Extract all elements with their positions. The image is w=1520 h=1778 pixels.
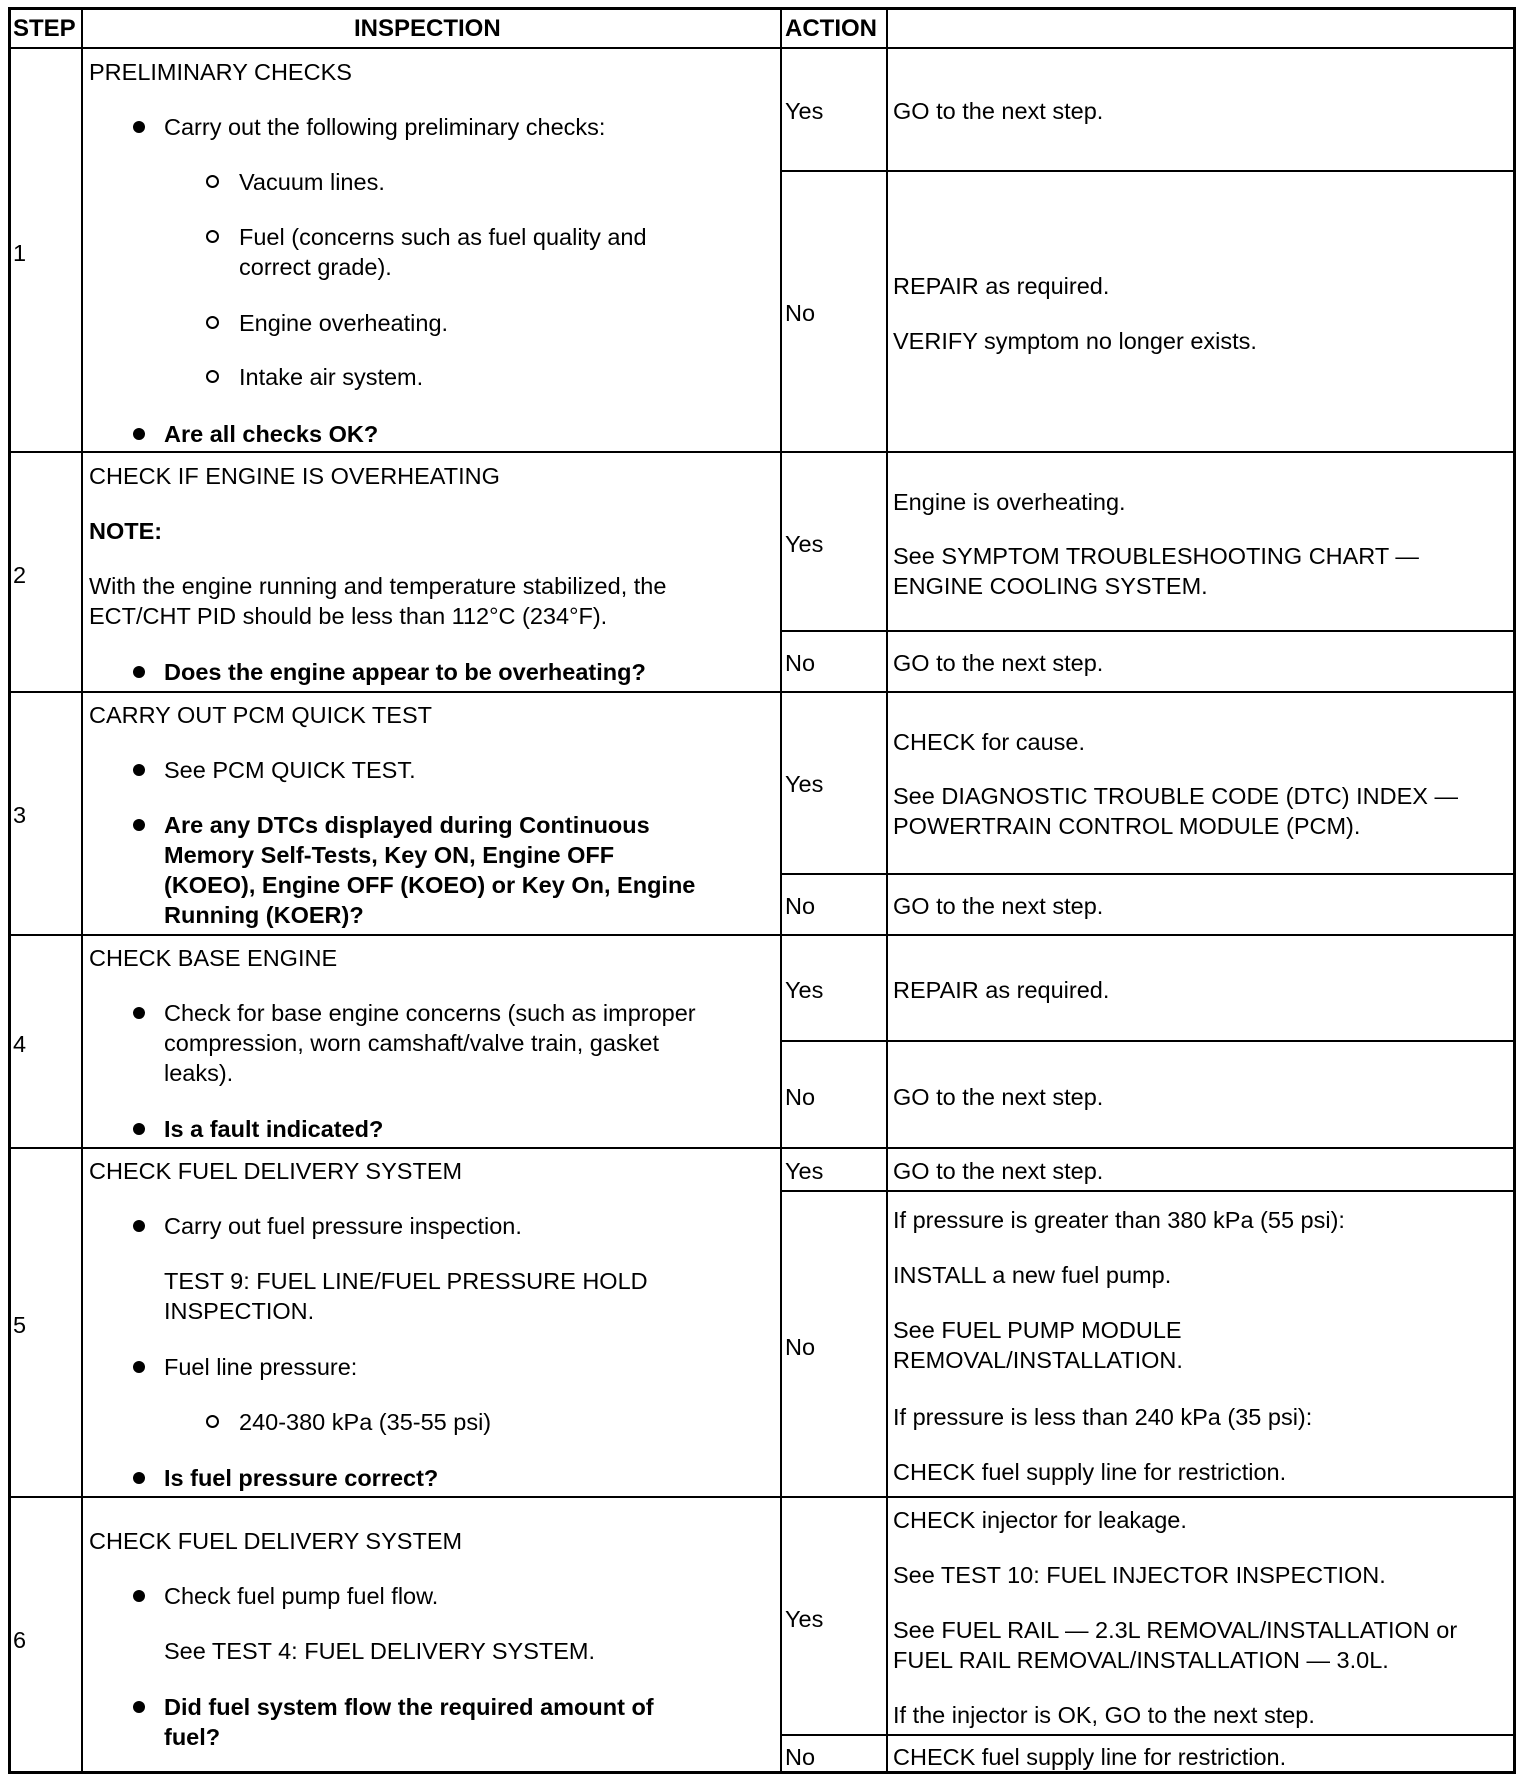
step-number: 6 bbox=[13, 1627, 27, 1653]
yes-action-text: Engine is overheating. bbox=[893, 489, 1126, 515]
no-label: No bbox=[785, 650, 816, 676]
subitem-text: 240-380 kPa (35-55 psi) bbox=[239, 1409, 492, 1435]
table-border-left bbox=[8, 7, 11, 1774]
bullet-text: Carry out fuel pressure inspection. bbox=[164, 1213, 522, 1239]
step-number: 5 bbox=[13, 1312, 27, 1338]
bullet-text: Carry out the following preliminary checks: bbox=[164, 114, 606, 140]
circle-bullet-icon bbox=[206, 1415, 219, 1428]
yes-action-text: GO to the next step. bbox=[893, 1158, 1104, 1184]
bullet-icon bbox=[133, 1361, 145, 1373]
question-text: Did fuel system flow the required amount of bbox=[164, 1694, 654, 1720]
no-action-text: REMOVAL/INSTALLATION. bbox=[893, 1347, 1183, 1373]
no-action-text: GO to the next step. bbox=[893, 893, 1104, 919]
yes-no-divider bbox=[780, 1040, 1516, 1042]
bullet-text: Check fuel pump fuel flow. bbox=[164, 1583, 439, 1609]
table-border-bottom bbox=[8, 1771, 1516, 1774]
yes-label: Yes bbox=[785, 98, 824, 124]
question-text: Memory Self-Tests, Key ON, Engine OFF bbox=[164, 842, 615, 868]
yes-action-text: If the injector is OK, GO to the next step. bbox=[893, 1702, 1315, 1728]
question-text: Are any DTCs displayed during Continuous bbox=[164, 812, 650, 838]
question-text: fuel? bbox=[164, 1724, 221, 1750]
bullet-icon bbox=[133, 1007, 145, 1019]
yes-no-divider bbox=[780, 630, 1516, 632]
yes-action-text: CHECK for cause. bbox=[893, 729, 1085, 755]
row-divider bbox=[8, 1496, 1516, 1498]
no-label: No bbox=[785, 1084, 816, 1110]
no-label: No bbox=[785, 300, 816, 326]
question-text: Are all checks OK? bbox=[164, 421, 379, 447]
no-action-text: CHECK fuel supply line for restriction. bbox=[893, 1744, 1287, 1770]
column-divider bbox=[780, 7, 782, 1774]
bullet-text: Fuel line pressure: bbox=[164, 1354, 358, 1380]
bullet-icon bbox=[133, 1590, 145, 1602]
no-action-text: REPAIR as required. bbox=[893, 273, 1110, 299]
step-title: CHECK FUEL DELIVERY SYSTEM bbox=[89, 1528, 463, 1554]
question-text: Is a fault indicated? bbox=[164, 1116, 384, 1142]
no-label: No bbox=[785, 1744, 816, 1770]
yes-label: Yes bbox=[785, 977, 824, 1003]
yes-action-text: GO to the next step. bbox=[893, 98, 1104, 124]
note-text: With the engine running and temperature stabilized, the bbox=[89, 573, 667, 599]
question-text: Is fuel pressure correct? bbox=[164, 1465, 439, 1491]
bullet-text: Check for base engine concerns (such as improper bbox=[164, 1000, 696, 1026]
bullet-subtext: See TEST 4: FUEL DELIVERY SYSTEM. bbox=[164, 1638, 596, 1664]
no-action-text: CHECK fuel supply line for restriction. bbox=[893, 1459, 1287, 1485]
step-title: CHECK BASE ENGINE bbox=[89, 945, 338, 971]
step-title: CHECK IF ENGINE IS OVERHEATING bbox=[89, 463, 500, 489]
subitem-text: Vacuum lines. bbox=[239, 169, 385, 195]
no-action-text: INSTALL a new fuel pump. bbox=[893, 1262, 1172, 1288]
row-divider bbox=[8, 1147, 1516, 1149]
header-step: STEP bbox=[13, 15, 76, 42]
bullet-icon bbox=[133, 1701, 145, 1713]
bullet-text: See PCM QUICK TEST. bbox=[164, 757, 416, 783]
subitem-text: Engine overheating. bbox=[239, 310, 449, 336]
yes-no-divider bbox=[780, 1190, 1516, 1192]
question-text: Running (KOER)? bbox=[164, 902, 364, 928]
no-action-text: If pressure is less than 240 kPa (35 psi): bbox=[893, 1404, 1313, 1430]
step-number: 2 bbox=[13, 562, 27, 588]
note-label: NOTE: bbox=[89, 518, 163, 544]
header-divider bbox=[8, 47, 1516, 49]
step-number: 3 bbox=[13, 802, 27, 828]
bullet-icon bbox=[133, 1472, 145, 1484]
bullet-subtext: INSPECTION. bbox=[164, 1298, 315, 1324]
bullet-text: leaks). bbox=[164, 1060, 234, 1086]
table-border-right bbox=[1513, 7, 1516, 1774]
yes-action-text: REPAIR as required. bbox=[893, 977, 1110, 1003]
no-label: No bbox=[785, 893, 816, 919]
yes-action-text: ENGINE COOLING SYSTEM. bbox=[893, 573, 1208, 599]
step-number: 1 bbox=[13, 240, 27, 266]
question-text: (KOEO), Engine OFF (KOEO) or Key On, Engine bbox=[164, 872, 696, 898]
yes-action-text: See TEST 10: FUEL INJECTOR INSPECTION. bbox=[893, 1562, 1386, 1588]
bullet-icon bbox=[133, 666, 145, 678]
yes-no-divider bbox=[780, 873, 1516, 875]
subitem-text: correct grade). bbox=[239, 254, 392, 280]
yes-action-text: CHECK injector for leakage. bbox=[893, 1507, 1187, 1533]
circle-bullet-icon bbox=[206, 370, 219, 383]
row-divider bbox=[8, 934, 1516, 936]
no-action-text: GO to the next step. bbox=[893, 1084, 1104, 1110]
yes-action-text: See DIAGNOSTIC TROUBLE CODE (DTC) INDEX — bbox=[893, 783, 1458, 809]
yes-label: Yes bbox=[785, 771, 824, 797]
step-title: CHECK FUEL DELIVERY SYSTEM bbox=[89, 1158, 463, 1184]
bullet-icon bbox=[133, 764, 145, 776]
yes-no-divider bbox=[780, 170, 1516, 172]
row-divider bbox=[8, 691, 1516, 693]
yes-action-text: See FUEL RAIL — 2.3L REMOVAL/INSTALLATION or bbox=[893, 1617, 1458, 1643]
no-label: No bbox=[785, 1334, 816, 1360]
bullet-text: compression, worn camshaft/valve train, gasket bbox=[164, 1030, 660, 1056]
no-action-text: See FUEL PUMP MODULE bbox=[893, 1317, 1182, 1343]
yes-label: Yes bbox=[785, 1158, 824, 1184]
column-divider bbox=[81, 7, 83, 1774]
bullet-subtext: TEST 9: FUEL LINE/FUEL PRESSURE HOLD bbox=[164, 1268, 648, 1294]
bullet-icon bbox=[133, 819, 145, 831]
subitem-text: Intake air system. bbox=[239, 364, 424, 390]
step-title: PRELIMINARY CHECKS bbox=[89, 59, 352, 85]
yes-no-divider bbox=[780, 1734, 1516, 1736]
subitem-text: Fuel (concerns such as fuel quality and bbox=[239, 224, 647, 250]
yes-label: Yes bbox=[785, 531, 824, 557]
yes-action-text: See SYMPTOM TROUBLESHOOTING CHART — bbox=[893, 543, 1419, 569]
table-border-top bbox=[8, 7, 1516, 10]
no-action-text: If pressure is greater than 380 kPa (55 psi): bbox=[893, 1207, 1345, 1233]
bullet-icon bbox=[133, 1220, 145, 1232]
no-action-text: VERIFY symptom no longer exists. bbox=[893, 328, 1257, 354]
header-action: ACTION bbox=[785, 15, 877, 42]
header-inspection: INSPECTION bbox=[354, 15, 501, 42]
bullet-icon bbox=[133, 1123, 145, 1135]
question-text: Does the engine appear to be overheating? bbox=[164, 659, 646, 685]
note-text: ECT/CHT PID should be less than 112°C (234°F). bbox=[89, 603, 608, 629]
circle-bullet-icon bbox=[206, 175, 219, 188]
yes-action-text: POWERTRAIN CONTROL MODULE (PCM). bbox=[893, 813, 1361, 839]
bullet-icon bbox=[133, 121, 145, 133]
yes-action-text: FUEL RAIL REMOVAL/INSTALLATION — 3.0L. bbox=[893, 1647, 1389, 1673]
yes-label: Yes bbox=[785, 1606, 824, 1632]
step-title: CARRY OUT PCM QUICK TEST bbox=[89, 702, 432, 728]
circle-bullet-icon bbox=[206, 230, 219, 243]
step-number: 4 bbox=[13, 1031, 27, 1057]
row-divider bbox=[8, 451, 1516, 453]
no-action-text: GO to the next step. bbox=[893, 650, 1104, 676]
column-divider bbox=[886, 7, 888, 1774]
circle-bullet-icon bbox=[206, 316, 219, 329]
bullet-icon bbox=[133, 428, 145, 440]
